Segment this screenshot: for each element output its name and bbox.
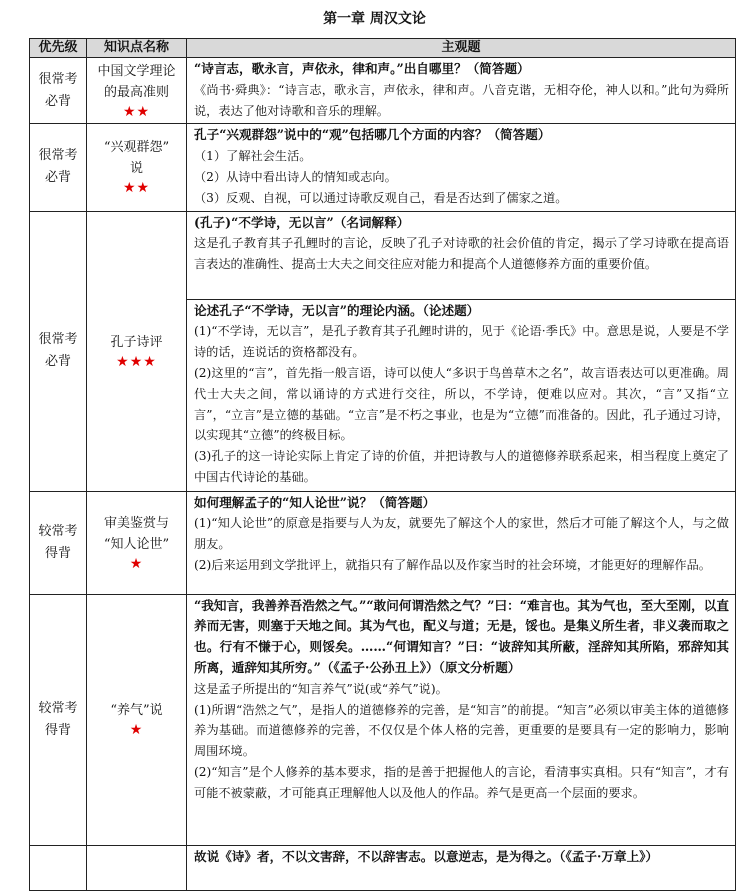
table-row — [30, 594, 736, 845]
topic-cell: “兴观群怨” 说 ★★ — [87, 124, 187, 211]
question-title: “诗言志，歌永言，声依永，律和声。”出自哪里？（简答题） — [194, 61, 530, 76]
priority-cell: 较常考 得背 — [30, 491, 87, 594]
table-header-row — [30, 39, 736, 58]
question-cell — [187, 211, 736, 299]
header-subjective: 主观题 — [187, 39, 736, 58]
topic-cell: 孔子诗评 ★★★ — [87, 211, 187, 491]
answer-paragraph: (2)这里的“言”，首先指一般言语，诗可以使人“多识于鸟兽草木之名”，故言语表达可以更准确。周代士大夫之间，常以诵诗的方式进行交往，所以，不学诗，便难以应对。其次，“言”又指“立言”，“立言”是立德的基础。“立言”是不朽之事业，也是为“立德”而准备的。因此，孔子通过习诗，以实现其“立德”的终极目标。 — [194, 365, 729, 443]
question-title: 如何理解孟子的“知人论世”说？（简答题） — [194, 494, 436, 510]
answer-paragraph: (1)所谓“浩然之气”，是指人的道德修养的完善，是“知言”的前提。“知言”必须以审美主体的道德修养为基础。而道德修养的完善，不仅仅是个体人格的完善，更重要的是要具有一定的影响力，影响周围环境。 — [194, 702, 729, 759]
priority-cell: 较常考 得背 — [30, 594, 87, 845]
priority-cell: 很常考 必背 — [30, 211, 87, 491]
table-row — [30, 211, 736, 299]
answer-paragraph: (2)“知言”是个人修养的基本要求，指的是善于把握他人的言论，看清事实真相。只有“知言”，才有可能不被蒙蔽，才可能真正理解他人以及他人的作品。养气是更高一个层面的要求。 — [194, 764, 729, 800]
table-row — [30, 124, 736, 211]
question-cell — [187, 124, 736, 211]
answer-paragraph: 《尚书·舜典》：“诗言志，歌永言，声依永，律和声。八音克谐，无相夺伦，神人以和。”此句为舜所说，表达了他对诗歌和音乐的理解。 — [194, 82, 729, 118]
question-title: (孔子)“不学诗，无以言”（名词解释） — [194, 214, 410, 230]
header-priority: 优先级 — [30, 39, 87, 58]
topic-cell: “养气”说 ★ — [87, 594, 187, 845]
knowledge-table — [29, 38, 736, 891]
header-topic: 知识点名称 — [87, 39, 187, 58]
answer-paragraph: (1)“不学诗，无以言”，是孔子教育其子孔鲤时讲的，见于《论语·季氏》中。意思是说，人要是不学诗的话，连说话的资格都没有。 — [194, 324, 729, 360]
answer-paragraph: （1）了解社会生活。 — [194, 149, 312, 164]
star-rating: ★★★ — [116, 353, 157, 370]
table-row — [30, 845, 736, 890]
question-cell — [187, 845, 736, 890]
star-rating: ★★ — [122, 180, 151, 197]
priority-cell — [30, 845, 87, 890]
topic-cell: 中国文学理论 的最高准则 ★★ — [87, 58, 187, 124]
table-row — [30, 58, 736, 124]
question-cell — [187, 299, 736, 491]
answer-paragraph: （2）从诗中看出诗人的情知或志向。 — [194, 169, 397, 184]
priority-cell: 很常考 必背 — [30, 124, 87, 211]
topic-cell — [87, 845, 187, 890]
page-title: 第一章 周汉文论 — [323, 11, 426, 27]
answer-paragraph: (2)后来运用到文学批评上，就指只有了解作品以及作家当时的社会环境，才能更好的理解作品。 — [194, 557, 711, 572]
star-rating: ★★ — [122, 103, 151, 120]
question-title: 故说《诗》者，不以文害辞，不以辞害志。以意逆志，是为得之。（《孟子·万章上》） — [194, 848, 659, 864]
question-cell — [187, 491, 736, 594]
question-cell — [187, 594, 736, 845]
answer-paragraph: 这是孟子所提出的“知言养气”说(或“养气”说)。 — [194, 681, 448, 696]
answer-paragraph: (3)孔子的这一诗论实际上肯定了诗的价值，并把诗教与人的道德修养联系起来，相当程度上奠定了中国古代诗论的基础。 — [194, 449, 729, 484]
star-rating: ★ — [129, 722, 144, 739]
question-title: 论述孔子“不学诗，无以言”的理论内涵。（论述题） — [194, 302, 480, 318]
question-cell — [187, 58, 736, 124]
topic-cell: 审美鉴赏与 “知人论世” ★ — [87, 491, 187, 594]
answer-paragraph: （3）反观、自视，可以通过诗歌反观自己，看是否达到了儒家之道。 — [194, 190, 568, 205]
star-rating: ★ — [129, 555, 144, 572]
answer-paragraph: 这是孔子教育其子孔鲤时的言论，反映了孔子对诗歌的社会价值的肯定，揭示了学习诗歌在提高语言表达的准确性、提高士大夫之间交往应对能力和提高个人道德修养方面的重要价值。 — [194, 236, 729, 272]
table-row — [30, 491, 736, 594]
priority-cell: 很常考 必背 — [30, 58, 87, 124]
question-title: 孔子“兴观群怨”说中的“观”包括哪几个方面的内容？（简答题） — [194, 127, 551, 143]
answer-paragraph: (1)“知人论世”的原意是指要与人为友，就要先了解这个人的家世，然后才可能了解这个人，与之做朋友。 — [194, 516, 729, 552]
question-title: “我知言，我善养吾浩然之气。”“敢问何谓浩然之气？”曰：“难言也。其为气也，至大至刚，以直养而无害，则塞于天地之间。其为气也，配义与道；无是，馁也。是集义所生者，非义袭而取之也。行有不慊于心，则馁矣。……“何谓知言？”曰：“诐辞知其所蔽，淫辞知其所陷，邪辞知其所离，遁辞知其所穷。”（《孟子·公孙丑上》）（原文分析题） — [194, 597, 729, 675]
